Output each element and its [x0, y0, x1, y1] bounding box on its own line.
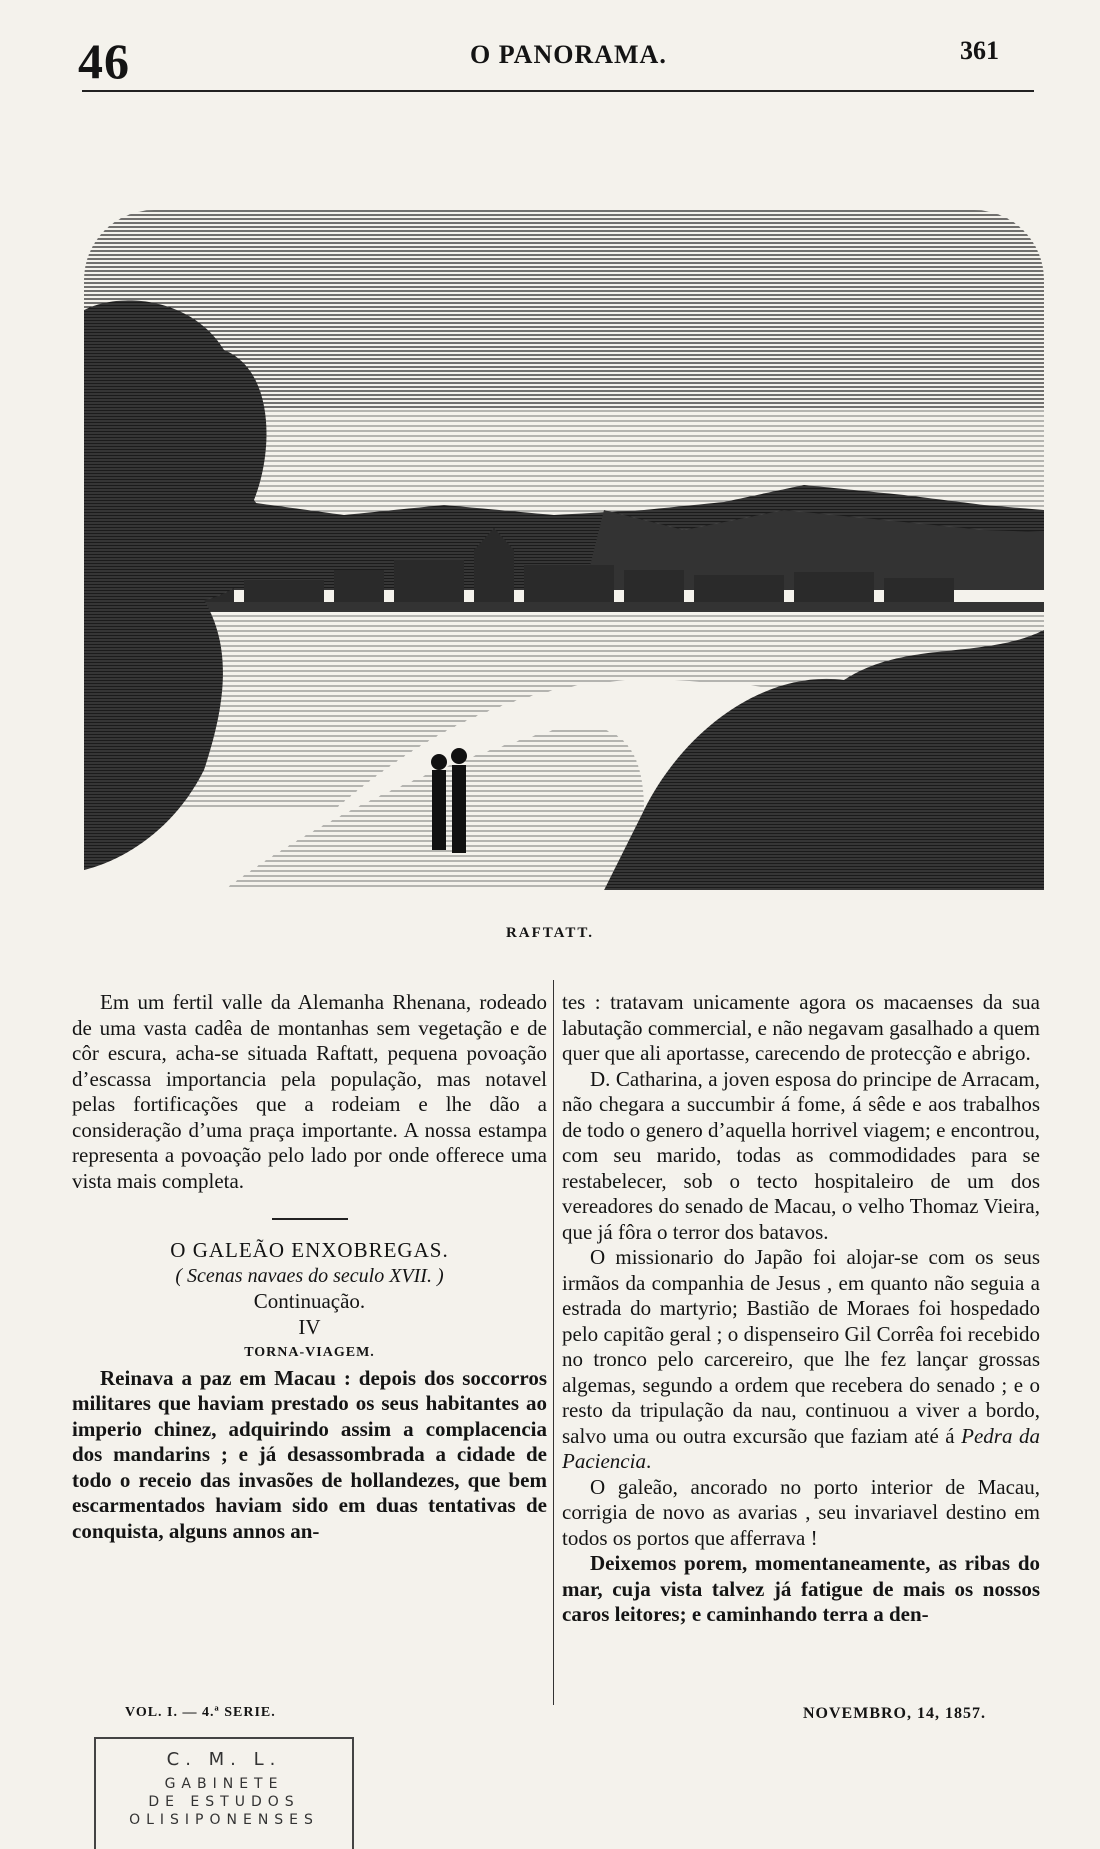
issue-date: NOVEMBRO, 14, 1857. [803, 1705, 986, 1722]
library-stamp [94, 1737, 354, 1849]
paragraph-3-text: O missionario do Japão foi alojar-se com os seus irmãos da companhia de Jesus , em quanto não seguia a estrada do martyrio; Bastião de Moraes foi hospedado pelo capitão geral ; o dispenseiro Gil Corrêa foi recebido no tronco pelo carcereiro, que lhe fez lançar grossas algemas, segundo a ordem que recebera do senado ; e o resto da tripulação da nau, continuou a viver a bordo, salvo uma ou outra excursão que faziam até á [562, 1245, 1040, 1448]
town-engraving [84, 210, 1044, 890]
stamp-line-4: OLISIPONENSES [129, 1812, 319, 1828]
paragraph-3-end: . [645, 1449, 652, 1473]
right-paragraph-2: D. Catharina, a joven esposa do principe de Arracam, não chegara a succumbir á fome, á sêde e aos trabalhos de todo o genero d’aquella horrivel viagem; e encontrou, com seu marido, todas as commodidades para se restabelecer, sob o tecto hospitaleiro de um dos vereadores do senado de Macau, o velho Thomaz Vieira, que já fôra o terror dos batavos. [562, 1066, 1040, 1244]
illustration-caption: RAFTATT. [505, 925, 595, 941]
stamp-line-3: DE ESTUDOS [148, 1794, 300, 1810]
right-column [562, 990, 1040, 1628]
left-column [72, 990, 547, 1544]
periodical-title: O PANORAMA. [470, 40, 667, 69]
section-rule [272, 1218, 348, 1220]
page-number: 46 [78, 33, 130, 89]
section-title: O GALEÃO ENXOBREGAS. [170, 1238, 449, 1262]
place-name-italic: Pedra da Paciencia [562, 1423, 1040, 1473]
column-divider [553, 980, 554, 1705]
stamp-line-1: C. M. L. [166, 1749, 282, 1770]
story-paragraph: Reinava a paz em Macau : depois dos soccorros militares que haviam prestado os seus habitantes ao imperio chinez, adquirindo assim a complacencia dos mandarins ; e já desassombrada a cidade de todo o receio das invasões de hollandezes, que bem escarmentados haviam sido em duas tentativas de conquista, alguns annos an- [72, 1365, 547, 1543]
folio-number: 361 [960, 36, 999, 65]
right-paragraph-1: tes : tratavam unicamente agora os macaenses da sua labutação commercial, e não negavam gasalhado a quem quer que ali aportasse, carecendo de protecção e abrigo. [562, 990, 1040, 1065]
continuation-label: Continuação. [253, 1289, 366, 1313]
volume-line: VOL. I. — 4.ª SERIE. [125, 1705, 276, 1720]
right-paragraph-3 [562, 1245, 1040, 1475]
chapter-title: TORNA-VIAGEM. [244, 1345, 375, 1360]
section-subtitle: ( Scenas navaes do seculo XVII. ) [175, 1264, 444, 1287]
intro-paragraph: Em um fertil valle da Alemanha Rhenana, rodeado de uma vasta cadêa de montanhas sem vegetação e de côr escura, acha-se situada Raftatt, pequena povoação d’escassa importancia pela população, mas notavel pelas fortificações que a rodeiam e lhe dão a consideração d’uma praça importante. A nossa estampa representa a povoação pelo lado por onde offerece uma vista mais completa. [72, 990, 547, 1193]
right-paragraph-5: Deixemos porem, momentaneamente, as ribas do mar, cuja vista talvez já fatigue de mais os nossos caros leitores; e caminhando terra a den- [562, 1551, 1040, 1626]
header-rule [82, 90, 1034, 92]
chapter-number: IV [298, 1314, 321, 1339]
stamp-line-2: GABINETE [164, 1776, 284, 1792]
right-paragraph-4: O galeão, ancorado no porto interior de Macau, corrigia de novo as avarias , seu invariavel destino em todos os portos que afferrava ! [562, 1474, 1040, 1550]
